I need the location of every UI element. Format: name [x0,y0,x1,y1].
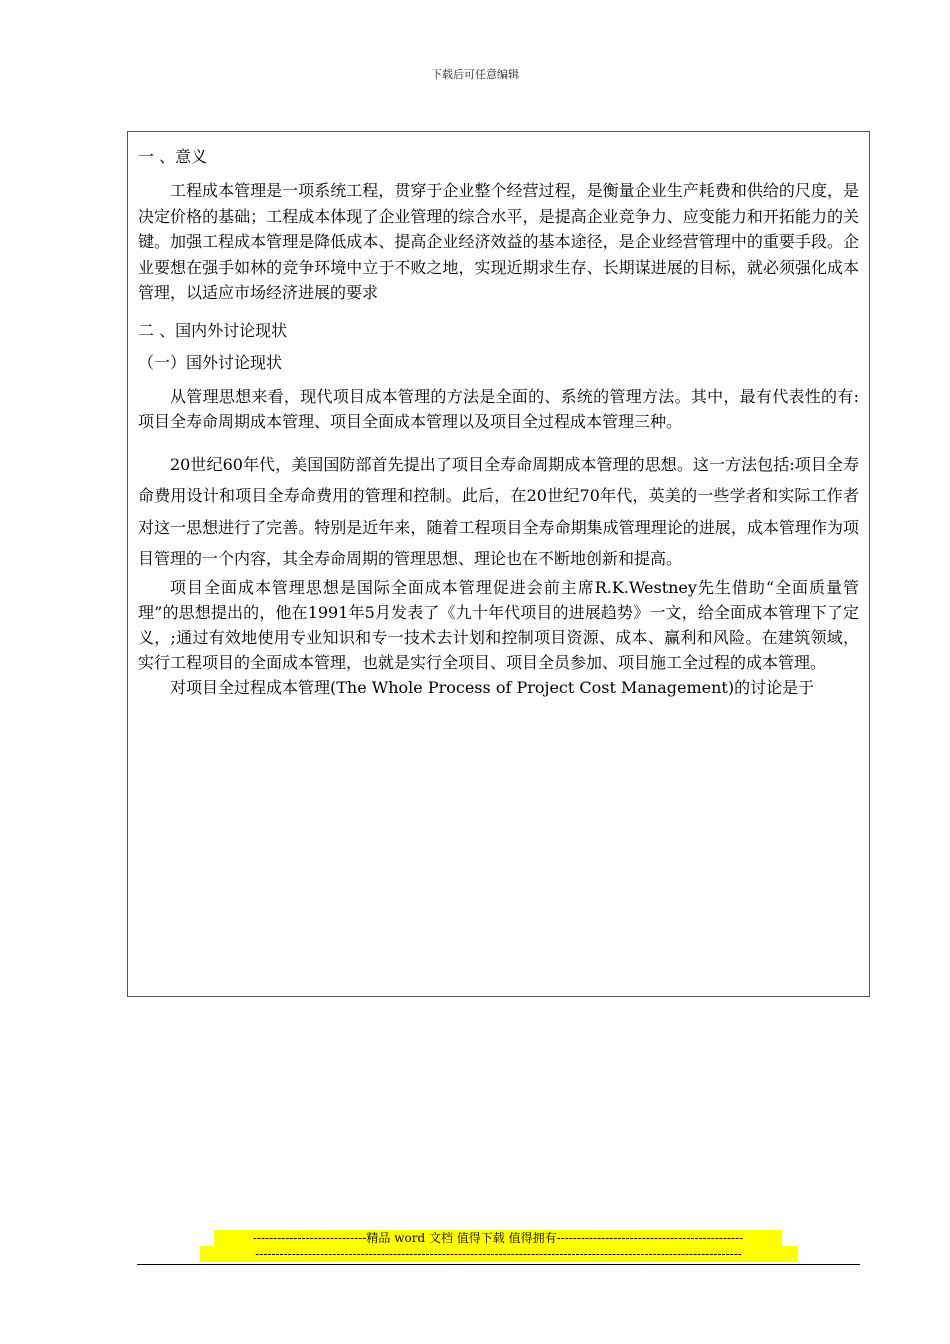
paragraph-management-thought: 从管理思想来看，现代项目成本管理的方法是全面的、系统的管理方法。其中，最有代表性的有:项目全寿命周期成本管理、项目全面成本管理以及项目全过程成本管理三种。 [138,386,859,431]
footer-rule [137,1264,860,1265]
section-2-heading: 二 、国内外讨论现状 [138,320,288,340]
paragraph-life-cycle: 20世纪60年代，美国国防部首先提出了项目全寿命周期成本管理的思想。这一方法包括:项目全寿命费用设计和项目全寿命费用的管理和控制。此后，在20世纪70年代，英美的一些学者和实际工作者对这一思想进行了完善。特别是近年来，随着工程项目全寿命期集成管理理论的进展，成本管理作为项目管理的一个内容，其全寿命周期的管理思想、理论也在不断地创新和提高。 [138,454,859,568]
section-1-heading: 一 、意义 [138,147,208,166]
footer-banner-line-1: ----------------------------精品 word 文档 值得下载 值得拥有---------------------------------------------- [214,1230,782,1246]
page-header: 下载后可任意编辑 [431,68,519,81]
section-1-paragraph: 工程成本管理是一项系统工程，贯穿于企业整个经营过程，是衡量企业生产耗费和供给的尺度，是决定价格的基础；工程成本体现了企业管理的综合水平，是提高企业竞争力、应变能力和开拓能力的关键。加强工程成本管理是降低成本、提高企业经济效益的基本途径，是企业经营管理中的重要手段。企业要想在强手如林的竞争环境中立于不败之地，实现近期求生存、长期谋进展的目标，就必须强化成本管理，以适应市场经济进展的要求 [138,181,859,302]
paragraph-whole-process: 对项目全过程成本管理(The Whole Process of Project Cost Management)的讨论是于 [170,677,815,697]
footer-banner-line-2: ------------------------------------------------------------------------------------------------------------------------ [200,1246,797,1262]
content-box [127,131,870,997]
section-2-subheading: （一）国外讨论现状 [138,352,283,372]
paragraph-total-cost: 项目全面成本管理思想是国际全面成本管理促进会前主席R.K.Westney先生借助“全面质量管理”的思想提出的，他在1991年5月发表了《九十年代项目的进展趋势》一文，给全面成本管理下了定义，;通过有效地使用专业知识和专一技术去计划和控制项目资源、成本、赢利和风险。在建筑领域，实行工程项目的全面成本管理，也就是实行全项目、项目全员参加、项目施工全过程的成本管理。 [138,577,859,672]
